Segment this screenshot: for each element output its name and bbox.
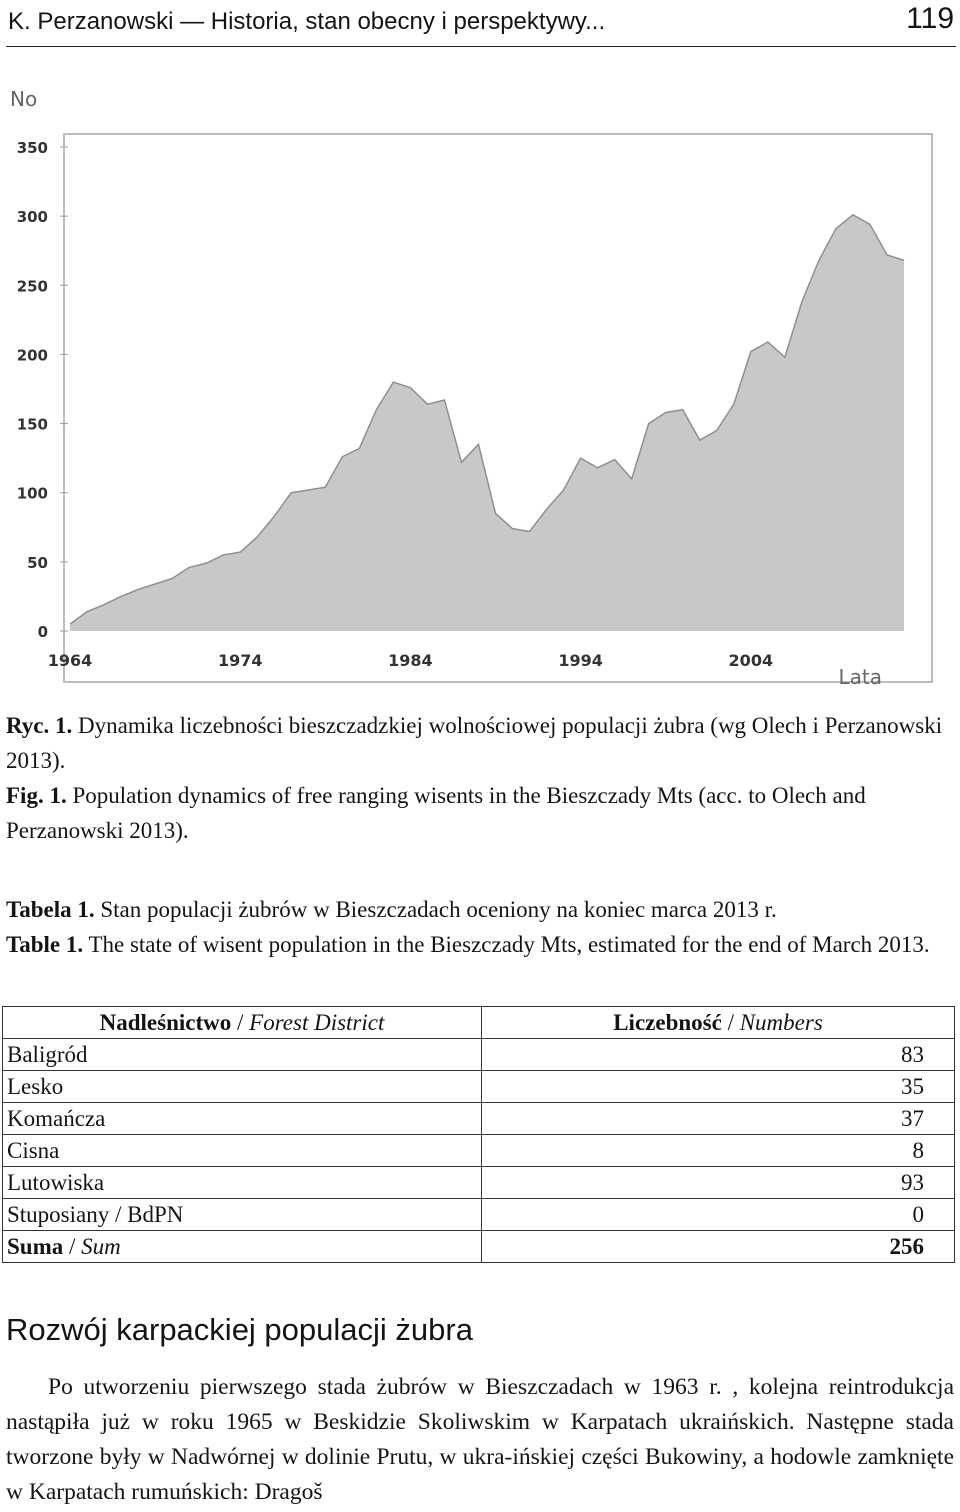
- table-row: [3, 1135, 955, 1167]
- table-label-en: Table 1.: [6, 932, 84, 957]
- count-cell: 37: [482, 1103, 955, 1135]
- y-tick-label: 250: [16, 277, 48, 296]
- figure-caption: [6, 708, 950, 848]
- district-cell: Komańcza: [3, 1103, 482, 1135]
- district-cell: Lesko: [3, 1071, 482, 1103]
- figure-label-pl: Ryc. 1.: [6, 713, 73, 738]
- table-header-district: Nadleśnictwo / Forest District: [3, 1007, 482, 1039]
- y-tick-label: 200: [16, 346, 48, 365]
- table-sum-row: [3, 1231, 955, 1263]
- district-cell: Cisna: [3, 1135, 482, 1167]
- y-tick-label: 100: [16, 484, 48, 503]
- x-tick-label: 1974: [217, 651, 263, 670]
- table-caption-en: [6, 927, 950, 962]
- district-cell: Stuposiany / BdPN: [3, 1199, 482, 1231]
- y-tick-label: 350: [16, 139, 48, 157]
- figure-label-en: Fig. 1.: [6, 783, 67, 808]
- running-title: K. Perzanowski — Historia, stan obecny i perspektywy...: [8, 8, 606, 35]
- table-header-numbers: Liczebność / Numbers: [482, 1007, 955, 1039]
- district-cell: Lutowiska: [3, 1167, 482, 1199]
- table-row: [3, 1103, 955, 1135]
- page-header: [6, 0, 956, 47]
- x-tick-label: 1984: [388, 651, 433, 670]
- y-tick-label: 300: [16, 208, 48, 227]
- y-tick-label: 150: [16, 415, 48, 434]
- population-table: [2, 1006, 955, 1263]
- y-tick-label: 50: [27, 553, 48, 572]
- count-cell: 83: [482, 1039, 955, 1071]
- table-row: [3, 1071, 955, 1103]
- count-cell: 93: [482, 1167, 955, 1199]
- count-cell: 8: [482, 1135, 955, 1167]
- figure-caption-pl: [6, 708, 950, 778]
- count-cell: 0: [482, 1199, 955, 1231]
- table-row: [3, 1039, 955, 1071]
- table-header-row: [3, 1007, 955, 1039]
- population-chart: [4, 84, 934, 690]
- x-tick-label: 1994: [558, 651, 603, 670]
- figure-text-pl: Dynamika liczebności bieszczadzkiej wolnościowej populacji żubra (wg Olech i Perzanowski 2013).: [6, 713, 943, 773]
- table-label-pl: Tabela 1.: [6, 897, 95, 922]
- population-chart-svg: [4, 84, 934, 690]
- figure-caption-en: [6, 778, 950, 848]
- sum-value-cell: 256: [482, 1231, 955, 1263]
- x-tick-label: 1964: [47, 651, 93, 670]
- table-caption: [6, 892, 950, 962]
- district-cell: Baligród: [3, 1039, 482, 1071]
- section-heading: Rozwój karpackiej populacji żubra: [6, 1312, 473, 1347]
- table-row: [3, 1199, 955, 1231]
- table-text-pl: Stan populacji żubrów w Bieszczadach oceniony na koniec marca 2013 r.: [94, 897, 777, 922]
- body-paragraph: [6, 1370, 954, 1510]
- figure-text-en: Population dynamics of free ranging wisents in the Bieszczady Mts (acc. to Olech and Perzanowski 2013).: [6, 783, 866, 843]
- body-paragraph-text: Po utworzeniu pierwszego stada żubrów w Bieszczadach w 1963 r. , kolejna reintrodukcja nastąpiła już w roku 1965 w Beskidzie Skoliwskim w Karpatach ukraińskich. Następne stada tworzone były w Nadwórnej w dolinie Prutu, w ukra-ińskiej części Bukowiny, a hodowle zamknięte w Karpatach rumuńskich: Dragoš: [6, 1374, 954, 1505]
- count-cell: 35: [482, 1071, 955, 1103]
- y-tick-label: 0: [37, 623, 48, 641]
- sum-label-cell: Suma / Sum: [3, 1231, 482, 1263]
- y-axis-label: No: [10, 87, 38, 111]
- table-caption-pl: [6, 892, 950, 927]
- x-axis-label: Lata: [838, 665, 882, 689]
- population-table-wrap: [2, 1006, 955, 1263]
- x-tick-label: 2004: [728, 651, 774, 670]
- table-text-en: The state of wisent population in the Bieszczady Mts, estimated for the end of March 2013.: [83, 932, 930, 957]
- table-row: [3, 1167, 955, 1199]
- page-number: 119: [906, 2, 954, 35]
